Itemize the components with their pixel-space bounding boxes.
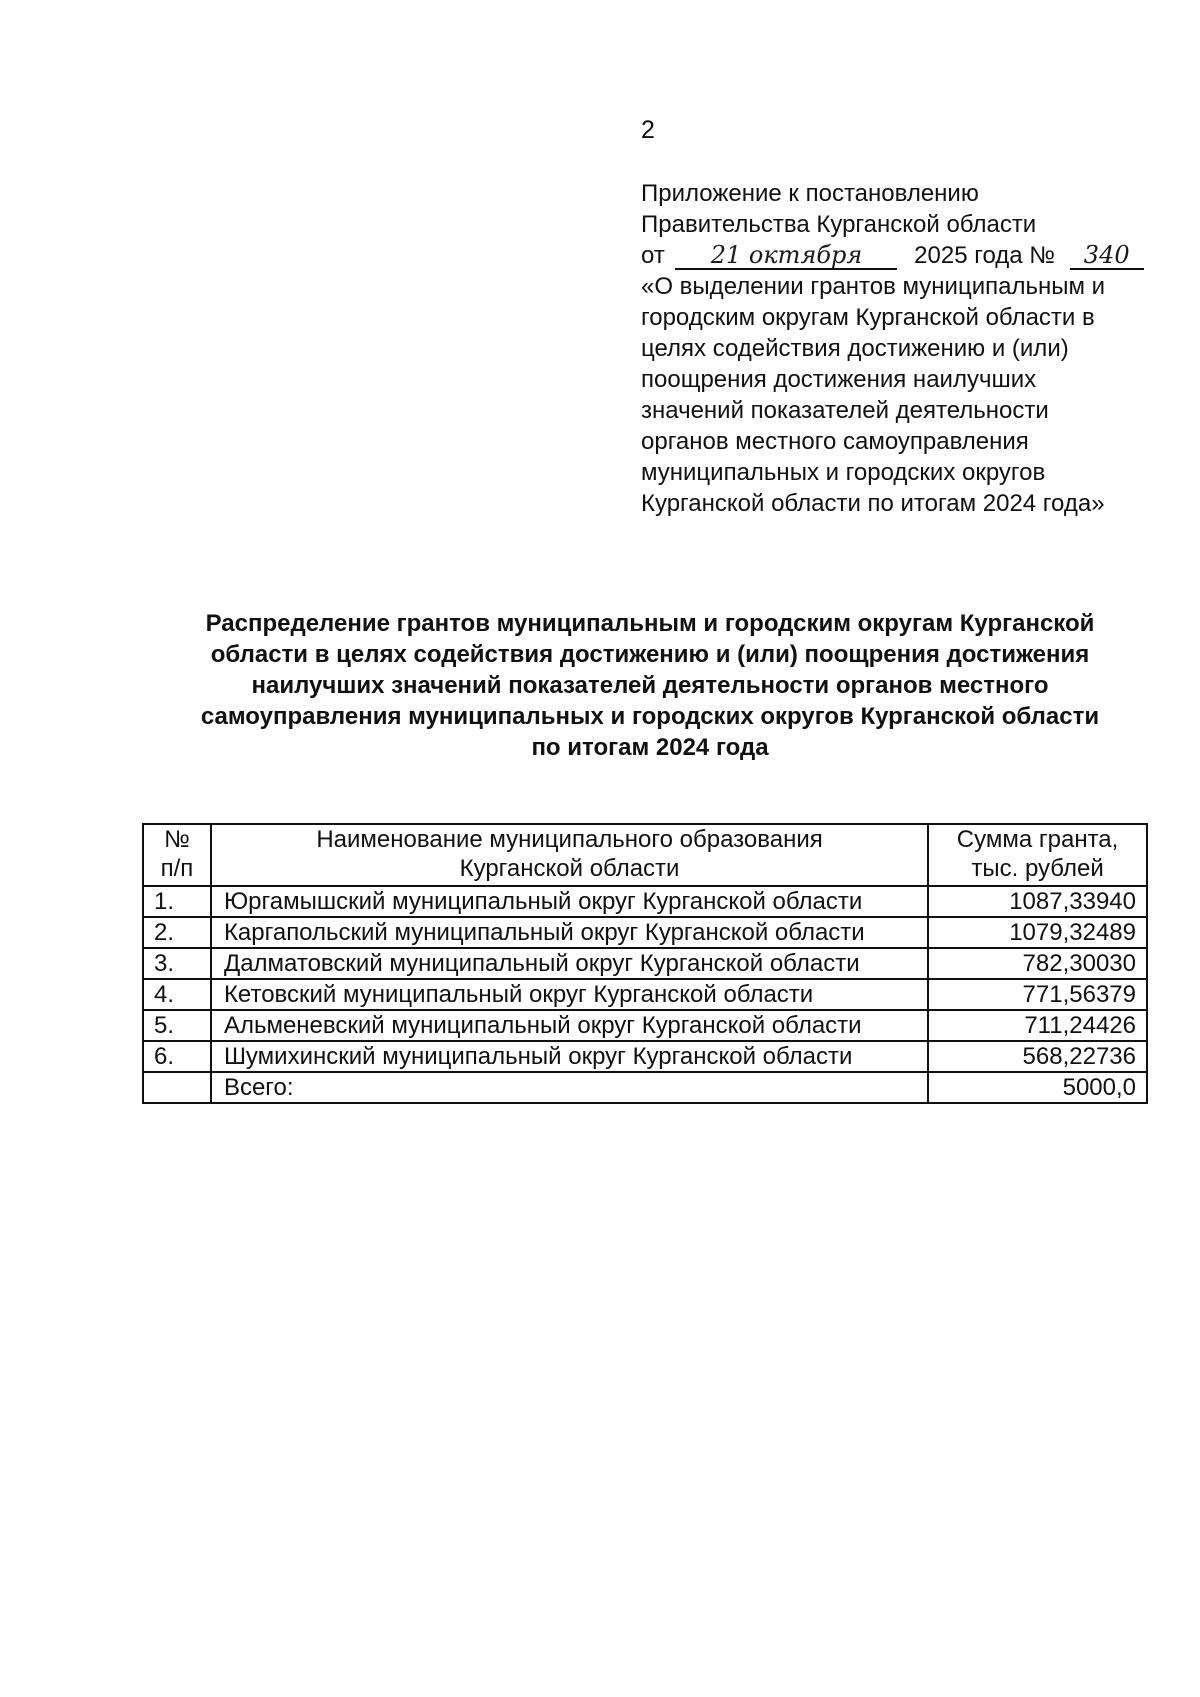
document-title — [120, 608, 1180, 763]
row-sum: 568,22736 — [928, 1041, 1147, 1072]
date-prefix: от — [641, 242, 665, 269]
handwritten-number: 340 — [1070, 242, 1144, 270]
appendix-subject-line: городским округам Курганской области в — [641, 304, 1095, 331]
table-row — [143, 1041, 1147, 1072]
header-number-line: п/п — [160, 855, 194, 882]
row-number: 6. — [143, 1041, 211, 1072]
header-name-line: Наименование муниципального образования — [316, 826, 823, 853]
header-name-line: Курганской области — [459, 855, 680, 882]
appendix-subject-line: органов местного самоуправления — [641, 428, 1029, 455]
appendix-subject-line: целях содействия достижению и (или) — [641, 335, 1069, 362]
appendix-line: Приложение к постановлению — [641, 180, 979, 207]
row-name: Кетовский муниципальный округ Курганской области — [211, 979, 928, 1010]
appendix-date-line — [641, 240, 1161, 271]
row-name: Каргапольский муниципальный округ Курганской области — [211, 917, 928, 948]
row-number: 3. — [143, 948, 211, 979]
year-text: 2025 года № — [914, 242, 1056, 269]
header-number-line: № — [164, 826, 190, 853]
appendix-subject-line: Курганской области по итогам 2024 года» — [641, 490, 1105, 517]
table-row — [143, 979, 1147, 1010]
grants-table — [142, 823, 1148, 1104]
title-line: Распределение грантов муниципальным и городским округам Курганской — [205, 610, 1095, 637]
row-number: 4. — [143, 979, 211, 1010]
row-name: Юргамышский муниципальный округ Курганской области — [211, 886, 928, 917]
appendix-subject-line: «О выделении грантов муниципальным и — [641, 273, 1106, 300]
table-row — [143, 917, 1147, 948]
total-number — [143, 1072, 211, 1103]
appendix-header — [641, 178, 1161, 519]
row-sum: 1079,32489 — [928, 917, 1147, 948]
header-number — [143, 824, 211, 886]
row-number: 5. — [143, 1010, 211, 1041]
header-name — [211, 824, 928, 886]
table-row — [143, 886, 1147, 917]
appendix-line: Правительства Курганской области — [641, 211, 1037, 238]
row-sum: 1087,33940 — [928, 886, 1147, 917]
header-sum-line: тыс. рублей — [971, 855, 1104, 882]
row-sum: 771,56379 — [928, 979, 1147, 1010]
header-sum-line: Сумма гранта, — [956, 826, 1119, 853]
handwritten-date: 21 октября — [675, 242, 897, 270]
total-sum: 5000,0 — [928, 1072, 1147, 1103]
row-number: 1. — [143, 886, 211, 917]
row-name: Далматовский муниципальный округ Курганской области — [211, 948, 928, 979]
title-line: по итогам 2024 года — [531, 734, 769, 761]
appendix-subject-line: муниципальных и городских округов — [641, 459, 1046, 486]
appendix-subject-line: значений показателей деятельности — [641, 397, 1049, 424]
row-number: 2. — [143, 917, 211, 948]
page-number: 2 — [641, 116, 655, 144]
row-sum: 711,24426 — [928, 1010, 1147, 1041]
row-name: Альменевский муниципальный округ Курганской области — [211, 1010, 928, 1041]
title-line: наилучших значений показателей деятельности органов местного — [251, 672, 1049, 699]
title-line: самоуправления муниципальных и городских округов Курганской области — [200, 703, 1100, 730]
table-row — [143, 948, 1147, 979]
total-label: Всего: — [211, 1072, 928, 1103]
row-sum: 782,30030 — [928, 948, 1147, 979]
table-total-row — [143, 1072, 1147, 1103]
row-name: Шумихинский муниципальный округ Курганской области — [211, 1041, 928, 1072]
header-sum — [928, 824, 1147, 886]
title-line: области в целях содействия достижению и (или) поощрения достижения — [210, 641, 1090, 668]
appendix-subject-line: поощрения достижения наилучших — [641, 366, 1037, 393]
table-row — [143, 1010, 1147, 1041]
table-header-row — [143, 824, 1147, 886]
